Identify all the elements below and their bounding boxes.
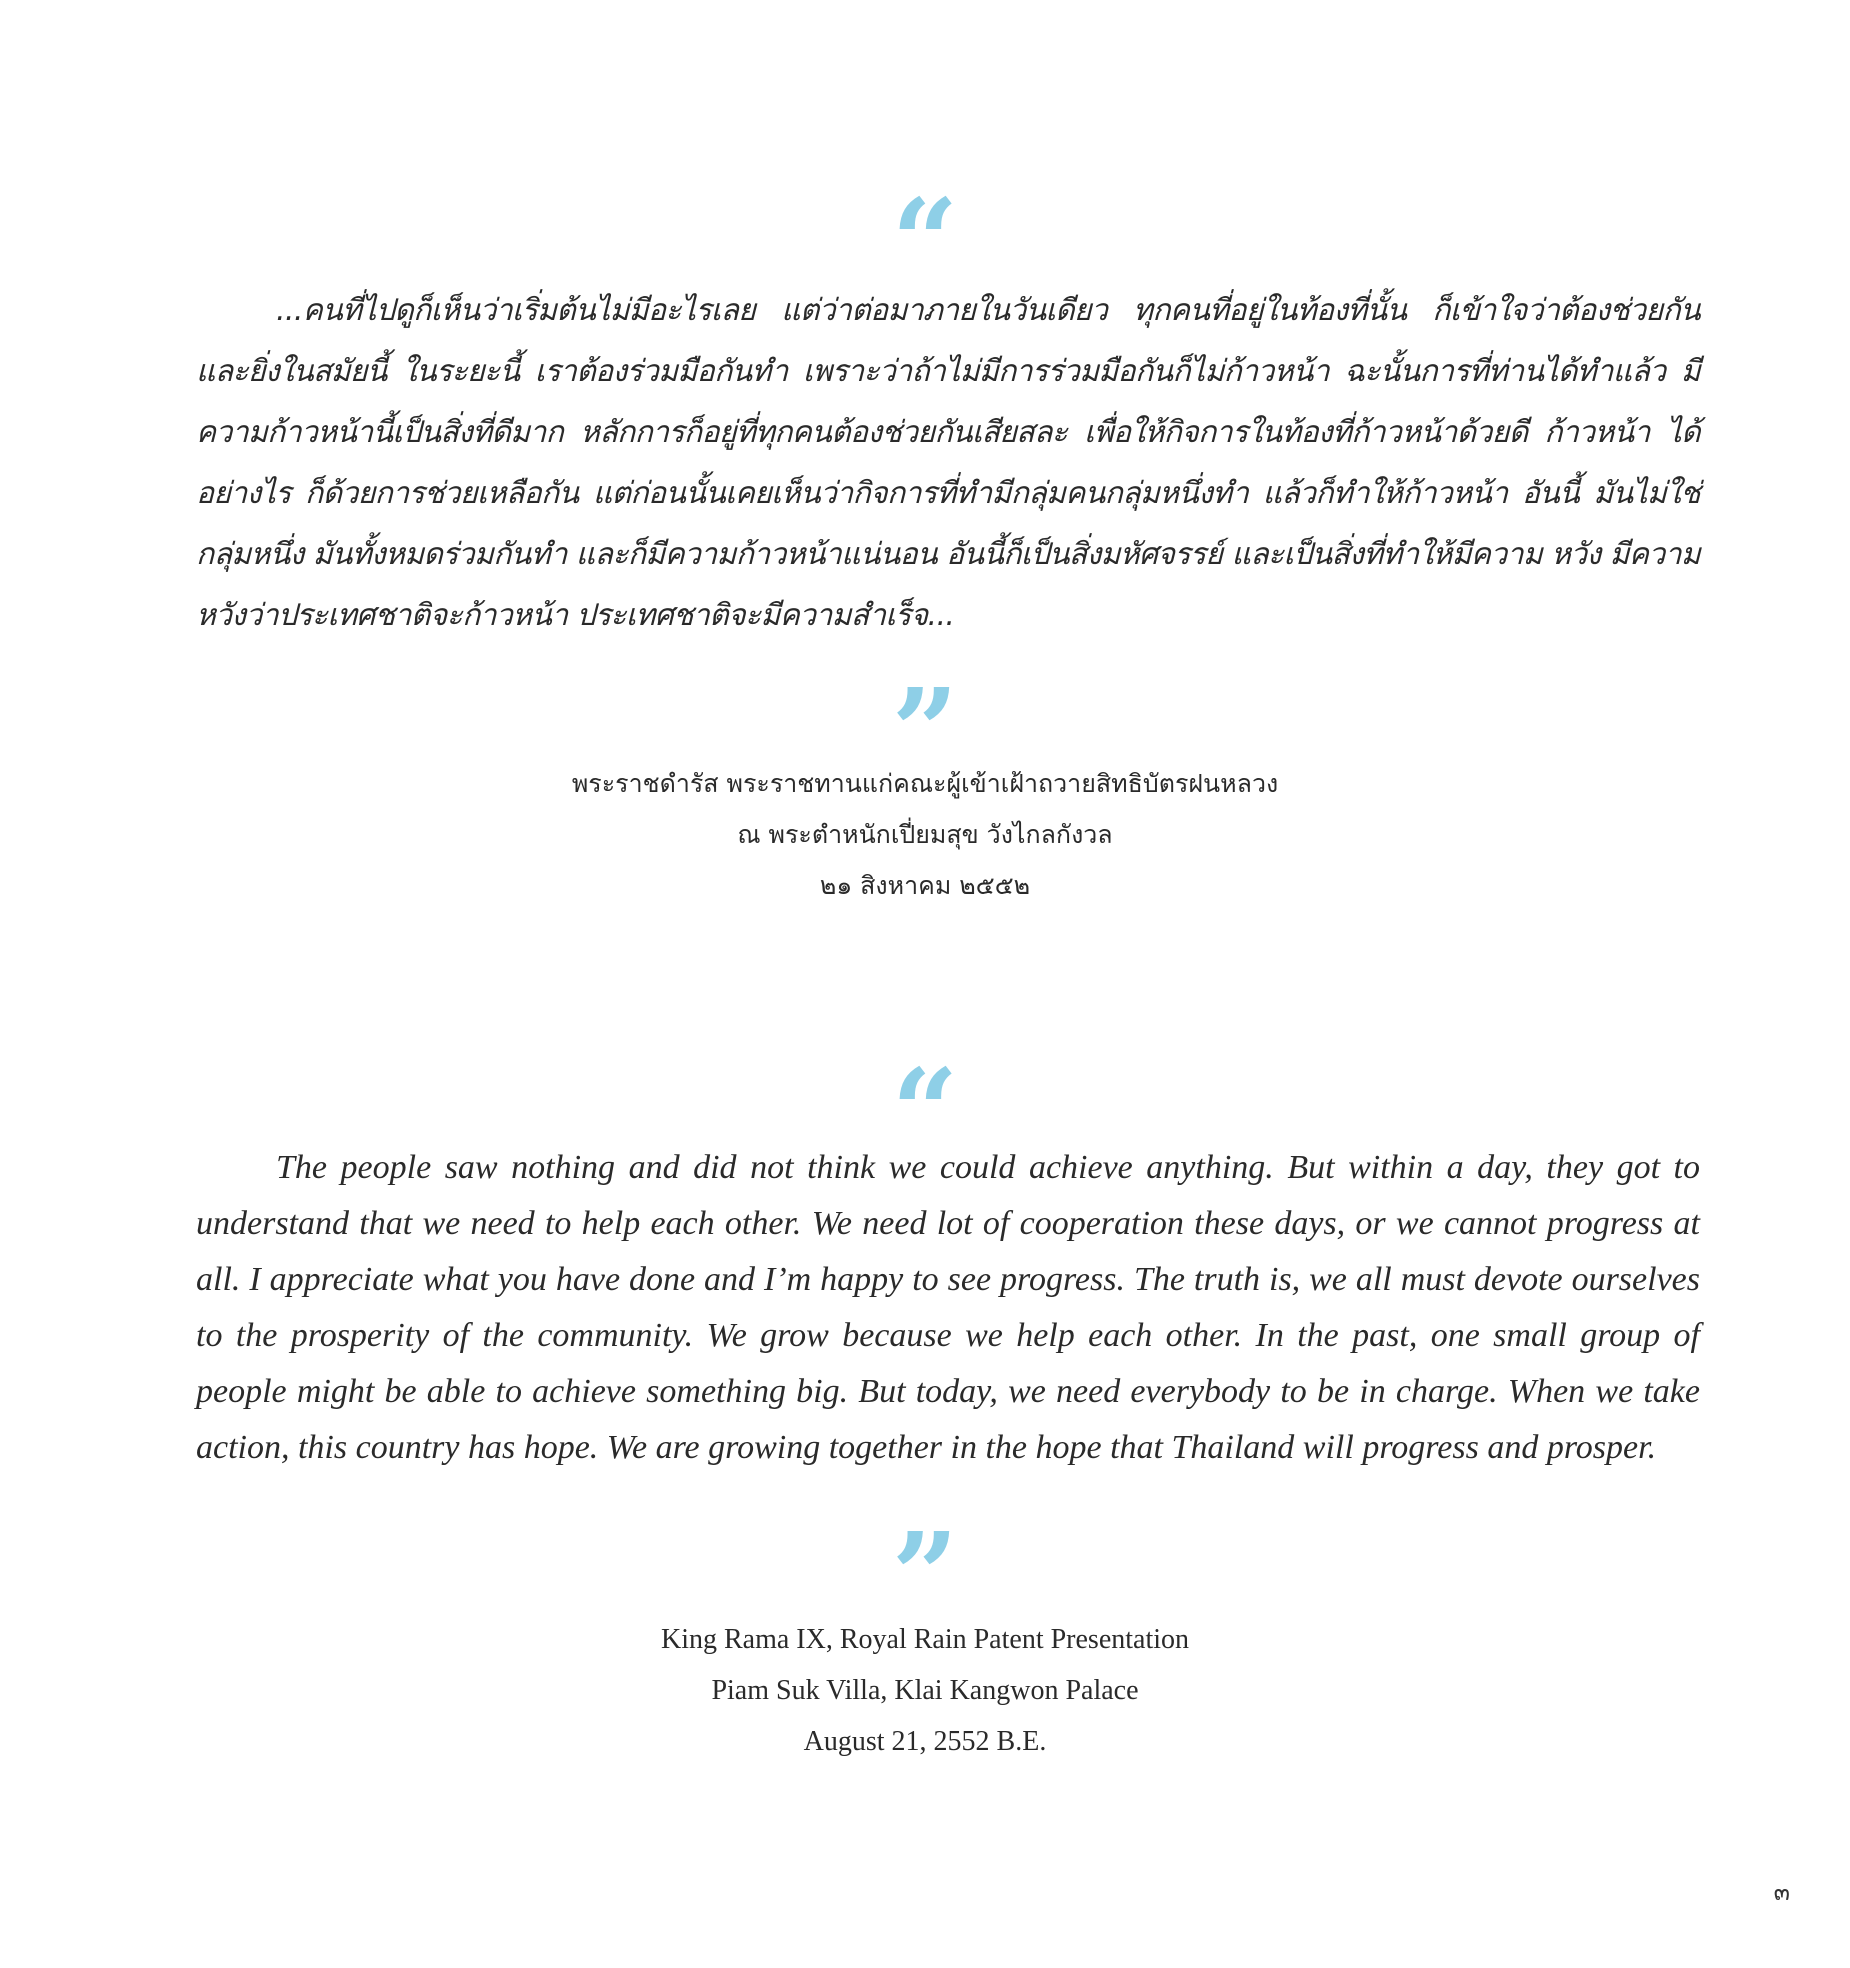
english-quote-paragraph: The people saw nothing and did not think we could achieve anything. But within a day, they got to understand that we need to help each other. We need lot of cooperation these days, or we cannot progress at all. I appreciate what you have done and I’m happy to see progress. The truth is, we all must devote ourselves to the prosperity of the community. We grow because we help each other. In the past, one small group of people might be able to achieve something big. But today, we need everybody to be in charge. When we take action, this country has hope. We are growing together in the hope that Thailand will progress and prosper. xyxy=(196,1149,1700,1466)
open-quote-mark-thai: “ xyxy=(891,174,959,310)
page-number: ๓ xyxy=(1773,1878,1790,1906)
thai-attribution xyxy=(0,758,1850,911)
close-quote-mark-thai: ” xyxy=(891,664,959,800)
close-quote-mark-english: ” xyxy=(891,1508,959,1644)
english-attribution-line-2: Piam Suk Villa, Klai Kangwon Palace xyxy=(711,1675,1139,1706)
thai-quote-paragraph: ...คนที่ไปดูก็เห็นว่าเริ่มต้นไม่มีอะไรเลย แต่ว่าต่อมาภายในวันเดียว ทุกคนที่อยู่ในท้องที่นั้น ก็เข้าใจว่าต้องช่วยกัน และยิ่งในสมัยนี้ ในระยะนี้ เราต้องร่วมมือกันทำ เพราะว่าถ้าไม่มีการร่วมมือกันก็ไม่ก้าวหน้า ฉะนั้นการที่ท่านได้ทำแล้ว มีความก้าวหน้านี้เป็นสิ่งที่ดีมาก หลักการก็อยู่ที่ทุกคนต้องช่วยกันเสียสละ เพื่อให้กิจการในท้องที่ก้าวหน้าด้วยดี ก้าวหน้า ได้อย่างไร ก็ด้วยการช่วยเหลือกัน แต่ก่อนนั้นเคยเห็นว่ากิจการที่ทำมีกลุ่มคนกลุ่มหนึ่งทำ แล้วก็ทำให้ก้าวหน้า อันนี้ มันไม่ใช่กลุ่มหนึ่ง มันทั้งหมดร่วมกันทำ และก็มีความก้าวหน้าแน่นอน อันนี้ก็เป็นสิ่งมหัศจรรย์ และเป็นสิ่งที่ทำให้มีความ หวัง มีความหวังว่าประเทศชาติจะก้าวหน้า ประเทศชาติจะมีความสำเร็จ... xyxy=(196,293,1700,633)
english-attribution-line-3: August 21, 2552 B.E. xyxy=(803,1726,1047,1757)
thai-attribution-line-3: ๒๑ สิงหาคม ๒๕๕๒ xyxy=(819,871,1031,900)
english-attribution-line-1: King Rama IX, Royal Rain Patent Presentation xyxy=(660,1624,1190,1655)
thai-attribution-line-1: พระราชดำรัส พระราชทานแก่คณะผู้เข้าเฝ้าถวายสิทธิบัตรฝนหลวง xyxy=(571,769,1279,798)
english-attribution xyxy=(0,1614,1850,1767)
thai-attribution-line-2: ณ พระตำหนักเปี่ยมสุข วังไกลกังวล xyxy=(737,820,1113,849)
open-quote-mark-english: “ xyxy=(891,1044,959,1180)
